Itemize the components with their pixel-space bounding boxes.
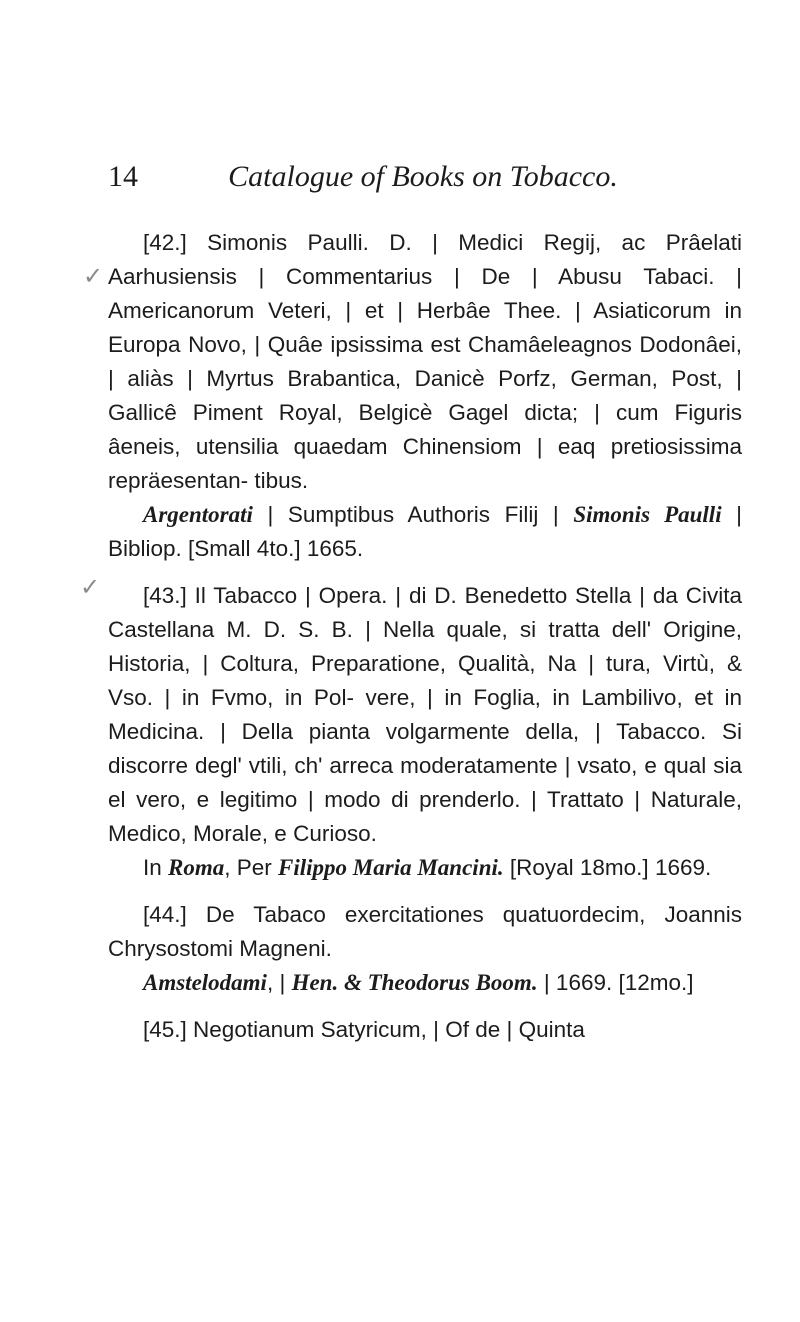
entry-imprint [108, 851, 742, 885]
imprint-place: Roma [168, 855, 225, 880]
catalogue-entry-42 [108, 226, 742, 566]
running-head [108, 160, 738, 200]
imprint-place: Amstelodami [143, 970, 267, 995]
imprint-publisher: Filippo Maria Mancini. [278, 855, 504, 880]
catalogue-entries [108, 226, 742, 1060]
imprint-text: , | [266, 970, 292, 995]
entry-number: [42.] [143, 230, 187, 255]
imprint-text: , Per [224, 855, 279, 880]
entry-description [108, 579, 742, 851]
entry-number: [44.] [143, 902, 187, 927]
catalogue-entry-45 [108, 1013, 742, 1047]
entry-imprint [108, 498, 742, 566]
running-title: Catalogue of Books on Tobacco. [228, 160, 618, 193]
imprint-format-date: [Royal 18mo.] 1669. [503, 855, 712, 880]
entry-title-text: Il Tabacco | Opera. | di D. Benedetto Stella | da Civita Castellana M. D. S. B. | Nella quale, si tratta dell' Origine, Historia, | Coltura, Preparatione, Qualità, Na | tura, Virtù, & Vso. | in Fvmo, in Pol- vere, | in Foglia, in Lambilivo, et in Medicina. | Della pianta volgarmente della, | Tabacco. Si discorre degl' vtili, ch' arreca moderatamente | vsato, e qual sia el vero, e legitimo | modo di prenderlo. | Trattato | Naturale, Medico, Morale, e Curioso. [108, 583, 742, 846]
entry-title-text: Negotianum Satyricum, | Of de | Quinta [193, 1017, 585, 1042]
imprint-publisher: Hen. & Theodorus Boom. [291, 970, 538, 995]
imprint-text: In [143, 855, 169, 880]
entry-number: [43.] [143, 583, 187, 608]
pencil-check-mark: ✓ [80, 574, 101, 601]
imprint-format-date: | Bibliop. [Small 4to.] 1665. [108, 502, 742, 561]
entry-description [108, 1013, 742, 1047]
entry-imprint [108, 966, 742, 1000]
catalogue-entry-43 [108, 579, 742, 885]
entry-title-text: Simonis Paulli. D. | Medici Regij, ac Prâelati Aarhusiensis | Commentarius | De | Abusu Tabaci. | Americanorum Veteri, | et | Herbâe Thee. | Asiaticorum in Europa Novo, | Quâe ipsissima est Chamâeleagnos Dodonâei, | aliàs | Myrtus Brabantica, Danicè Porfz, German, Post, | Gallicê Piment Royal, Belgicè Gagel dicta; | cum Figuris âeneis, utensilia quaedam Chinensiom | eaq pretiosissima repräesentan- tibus. [108, 230, 742, 493]
entry-title-text: De Tabaco exercitationes quatuordecim, Joannis Chrysostomi Magneni. [108, 902, 742, 961]
page-number: 14 [108, 160, 138, 193]
pencil-check-mark: ✓ [83, 263, 104, 290]
imprint-place: Argentorati [143, 502, 253, 527]
imprint-text: | Sumptibus Authoris Filij | [252, 502, 574, 527]
entry-description [108, 226, 742, 498]
imprint-publisher: Simonis Paulli [573, 502, 722, 527]
entry-number: [45.] [143, 1017, 187, 1042]
imprint-format-date: | 1669. [12mo.] [537, 970, 694, 995]
catalogue-entry-44 [108, 898, 742, 1000]
entry-description [108, 898, 742, 966]
